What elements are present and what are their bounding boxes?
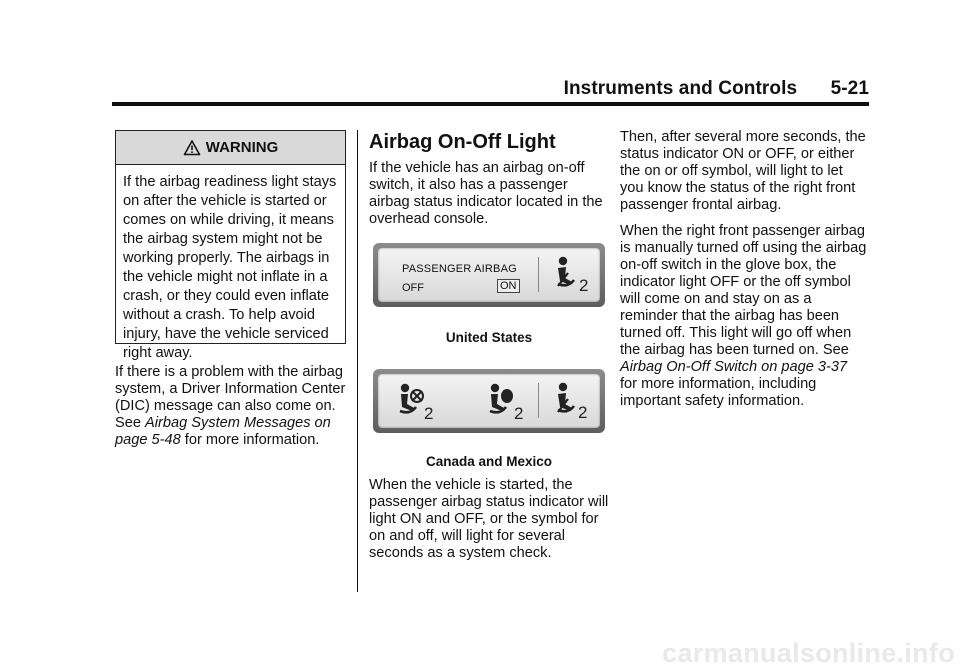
warning-triangle-icon [183,139,201,157]
us-caption: United States [445,330,533,345]
svg-text:2: 2 [514,404,524,423]
canada-caption: Canada and Mexico [425,454,553,469]
cross-reference-link[interactable]: Airbag On-Off Switch on page 3-37 [620,359,848,375]
passenger-seat-icon [546,254,594,301]
passenger-seat-icon [544,380,596,429]
cross-reference-link[interactable]: Airbag System Messages on page 5-48 [115,415,331,448]
column-3-text [620,129,867,410]
page-number: 5-21 [830,78,869,99]
header-rule [112,102,869,106]
column-1-text [115,364,347,449]
dic-paragraph: If there is a problem with the airbag system, a Driver Information Center (DIC) message can also come on. See Airbag System Messages on page 5-48 for more information. [115,364,346,448]
canada-indicator-panel [373,369,605,433]
svg-text:2: 2 [579,276,589,295]
svg-text:2: 2 [578,403,588,422]
section-title: Instruments and Controls [563,78,798,99]
off-label: OFF [402,282,424,294]
column-divider [357,130,358,592]
warning-header [116,131,345,165]
intro-paragraph: If the vehicle has an airbag on-off switch, it also has a passenger airbag status indicator located in the overhead console. [369,160,603,227]
us-indicator-panel [373,243,605,307]
watermark: carmanualsonline.info [662,638,955,668]
warning-text: If the airbag readiness light stays on after the vehicle is started or comes on while driving, it means the airbag system might not be working properly. The airbags in the vehicle might not inflate in a crash, or they could even inflate without a crash. To help avoid injury, have the vehicle serviced right away. [123,174,337,361]
airbag-off-symbol-icon [392,380,444,429]
column-2-top [369,130,607,228]
page-header [112,78,869,102]
on-label: ON [497,279,520,293]
panel-separator [538,383,539,418]
passenger-airbag-label: PASSENGER AIRBAG [402,263,517,275]
system-check-paragraph: When the vehicle is started, the passenger airbag status indicator will light ON and OFF, or the symbol for on and off, will light for several seconds as a system check. [369,477,609,561]
warning-title: WARNING [205,139,279,156]
section-heading: Airbag On-Off Light [369,131,556,153]
column-2-bottom [369,477,609,562]
svg-text:2: 2 [424,404,434,423]
warning-box [115,130,346,361]
status-paragraph: Then, after several more seconds, the status indicator ON or OFF, or either the on or off symbol, will light to let you know the status of the right front passenger frontal airbag. [620,129,866,213]
manual-off-paragraph: When the right front passenger airbag is manually turned off using the airbag on-off switch in the glove box, the indicator light OFF or the off symbol will come on and stay on as a reminder that the airbag has been turned off. This light will go off when the airbag has been turned on. See Airbag On-Off Switch on page 3-37 for more information, including important safety information. [620,223,867,409]
airbag-on-symbol-icon [482,380,534,429]
panel-separator [538,257,539,292]
